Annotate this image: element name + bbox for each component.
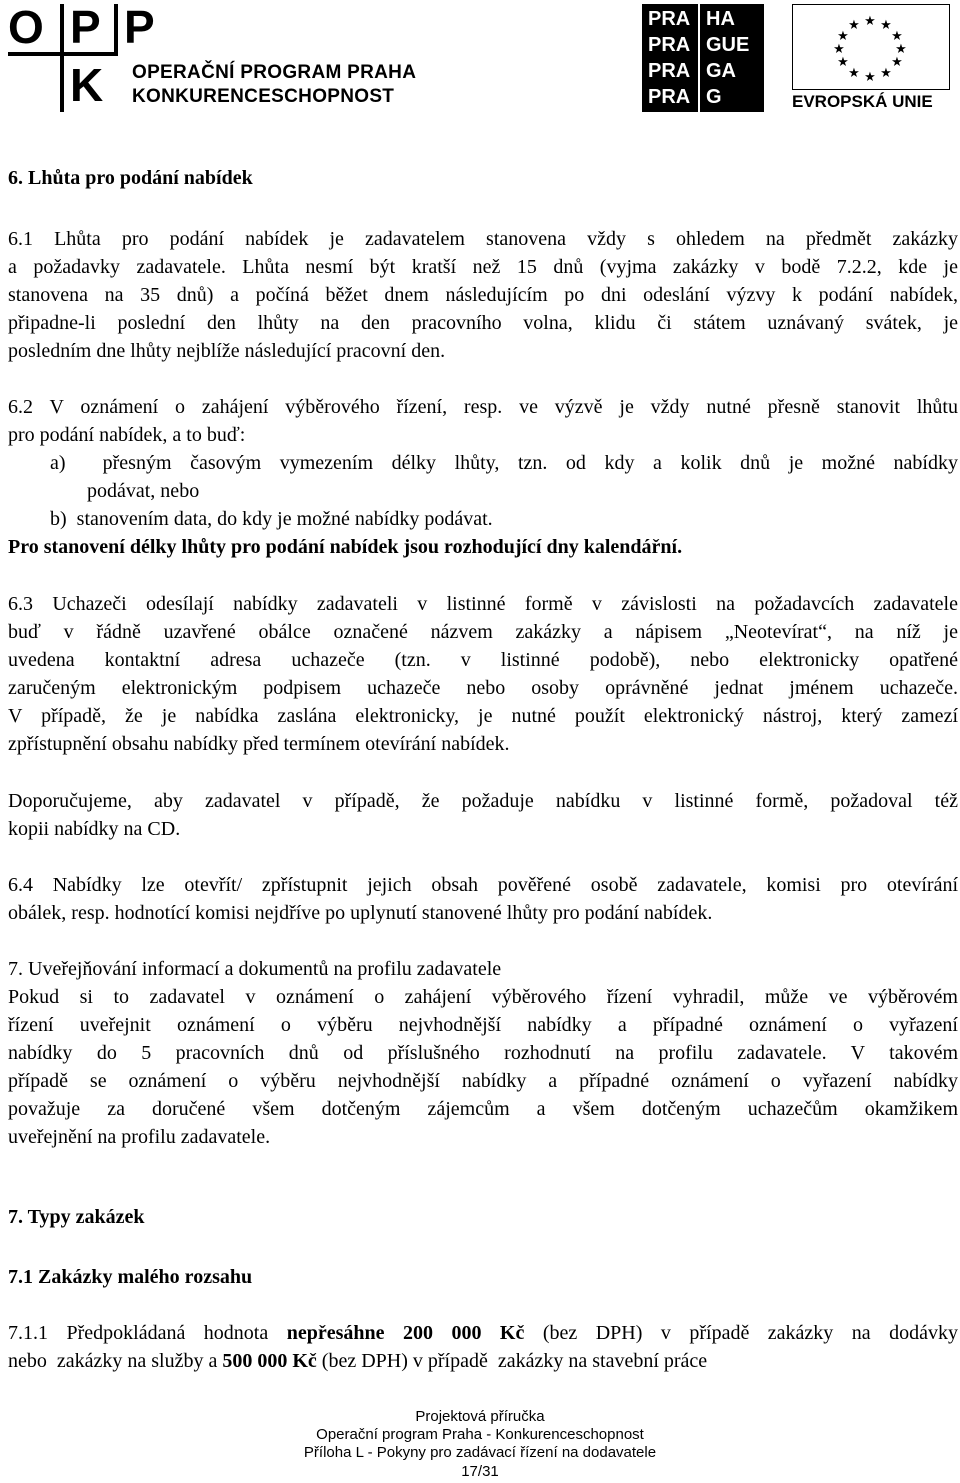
opp-title-line1: OPERAČNÍ PROGRAM PRAHA (132, 62, 417, 83)
svg-text:★: ★ (848, 18, 860, 33)
paragraph-6-4-line: obálek, resp. hodnotící komisi nejdříve po uplynutí stanovené lhůty pro podání nabídek. (8, 902, 713, 924)
praha-left-2: PRA (648, 34, 691, 56)
paragraph-6-2-line: 6.2 V oznámení o zahájení výběrového řízení, resp. ve výzvě je vždy nutné přesně stanovit lhůtu (8, 396, 958, 418)
svg-text:★: ★ (837, 55, 849, 70)
praha-left-4: PRA (648, 86, 691, 108)
paragraph-6-3-line: zaručeným elektronickým podpisem uchazeče nebo osoby oprávněné jednat jménem uchazeče. (8, 677, 958, 699)
eu-stars-icon (793, 5, 948, 88)
paragraph-6-3-line: 6.3 Uchazeči odesílají nabídky zadavateli v listinné formě v závislosti na požadavcích zadavatele (8, 593, 958, 615)
praha-logo (642, 4, 764, 112)
svg-text:★: ★ (895, 42, 907, 57)
paragraph-6-2-bold: Pro stanovení délky lhůty pro podání nabídek jsou rozhodující dny kalendářní. (8, 536, 683, 558)
paragraph-7-1-1-text: (bez DPH) v případě zakázky na dodávky (524, 1322, 959, 1344)
paragraph-6-3-line: V případě, že je nabídka zaslána elektronicky, je nutné použít elektronický nástroj, který zamezí (8, 705, 958, 727)
paragraph-7-profile-line: nabídky do 5 pracovních dnů od příslušného rozhodnutí na profilu zadavatele. V takovém (8, 1042, 958, 1064)
svg-text:★: ★ (864, 14, 876, 29)
paragraph-7-1-1-text: nebo zakázky na služby a (8, 1350, 223, 1372)
paragraph-6-3-line: buď v řádně uzavřené obálce označené názvem zakázky a nápisem „Neotevírat“, na níž je (8, 621, 958, 643)
eu-label: EVROPSKÁ UNIE (792, 92, 933, 111)
praha-left-1: PRA (648, 8, 691, 30)
paragraph-7-1-1-bold: nepřesáhne 200 000 Kč (286, 1322, 525, 1344)
svg-text:★: ★ (880, 66, 892, 81)
eu-logo (790, 4, 954, 114)
opp-title-line2: KONKURENCESCHOPNOST (132, 86, 395, 107)
praha-right-3: GA (706, 60, 736, 82)
paragraph-6-1-line: 6.1 Lhůta pro podání nabídek je zadavatelem stanovena vždy s ohledem na předmět zakázky (8, 228, 958, 250)
eu-flag (792, 4, 950, 90)
opp-logo (0, 0, 420, 118)
svg-text:★: ★ (837, 29, 849, 44)
paragraph-7-profile-line: řízení uveřejnit oznámení o výběru nejvhodnější nabídky a případné oznámení o vyřazení (8, 1014, 958, 1036)
list-item-a: a) přesným časovým vymezením délky lhůty, tzn. od kdy a kolik dnů je možné nabídky (50, 452, 958, 474)
praha-logo-right (700, 4, 764, 112)
praha-right-2: GUE (706, 34, 750, 56)
paragraph-6-1-line: a požadavky zadavatele. Lhůta nesmí být kratší než 15 dnů (vyjma zakázky v bodě 7.2.2, kde je (8, 256, 958, 278)
svg-text:★: ★ (864, 70, 876, 85)
paragraph-7-1-1-text: (bez DPH) v případě zakázky na stavební práce (316, 1350, 708, 1372)
praha-logo-left (642, 4, 698, 112)
opp-letter-p2: P (124, 1, 161, 53)
praha-left-3: PRA (648, 60, 691, 82)
footer-line1: Projektová příručka (415, 1408, 545, 1425)
opp-letter-o: O (8, 1, 50, 53)
footer-line3: Příloha L - Pokyny pro zadávací řízení na dodavatele (303, 1444, 657, 1461)
heading-6: 6. Lhůta pro podání nabídek (8, 167, 253, 189)
paragraph-6-1-line: připadne-li poslední den lhůty na den pracovního volna, klidu či státem uznávaný svátek, je (8, 312, 958, 334)
paragraph-7-profile-line: považuje za doručené všem dotčeným zájemcům a všem dotčeným uchazečům okamžikem (8, 1098, 958, 1120)
paragraph-6-4-line: 6.4 Nabídky lze otevřít/ zpřístupnit jejich obsah pověřené osobě zadavatele, komisi pro otevírání (8, 874, 958, 896)
opp-logo-frame-r (114, 4, 118, 56)
praha-right-4: G (706, 86, 722, 108)
footer-line2: Operační program Praha - Konkurenceschopnost (316, 1426, 644, 1443)
paragraph-7-profile-line: uveřejnění na profilu zadavatele. (8, 1126, 271, 1148)
paragraph-7-1-1-bold: 500 000 Kč (222, 1350, 317, 1372)
paragraph-6-1-line: stanovena na 35 dnů) a počíná běžet dnem následujícím po dni odeslání výzvy k podání nabídek, (8, 284, 958, 306)
paragraph-7-1-1-line1 (8, 1319, 958, 1347)
heading-7-1: 7.1 Zakázky malého rozsahu (8, 1266, 253, 1288)
paragraph-6-3-line: zpřístupnění obsahu nabídky před termínem otevírání nabídek. (8, 733, 510, 755)
paragraph-7-profile-line: Pokud si to zadavatel v oznámení o zahájení výběrového řízení vyhradil, může ve výběrovém (8, 986, 958, 1008)
paragraph-recommendation-line: Doporučujeme, aby zadavatel v případě, že požaduje nabídku v listinné formě, požadoval též (8, 790, 958, 812)
paragraph-7-1-1-line2 (8, 1347, 707, 1375)
svg-text:★: ★ (891, 29, 903, 44)
list-item-b: b) stanovením data, do kdy je možné nabídky podávat. (50, 508, 493, 530)
opp-logo-frame (60, 4, 64, 112)
paragraph-6-3-line: uvedena kontaktní adresa uchazeče (tzn. v listinné podobě), nebo elektronicky opatřené (8, 649, 958, 671)
paragraph-6-1-line: posledním dne lhůty nejblíže následující pracovní den. (8, 340, 446, 362)
page-number: 17/31 (461, 1463, 499, 1480)
praha-right-1: HA (706, 8, 735, 30)
paragraph-recommendation-line: kopii nabídky na CD. (8, 818, 181, 840)
heading-7-profile: 7. Uveřejňování informací a dokumentů na profilu zadavatele (8, 958, 502, 980)
svg-text:★: ★ (833, 42, 845, 57)
paragraph-7-1-1-text: 7.1.1 Předpokládaná hodnota (8, 1322, 287, 1344)
opp-letter-p1: P (70, 1, 107, 53)
list-item-a-cont: podávat, nebo (87, 480, 200, 502)
svg-text:★: ★ (848, 66, 860, 81)
svg-text:★: ★ (880, 18, 892, 33)
paragraph-7-profile-line: případě se oznámení o výběru nejvhodnější nabídky a případné oznámení o vyřazení nabídky (8, 1070, 958, 1092)
paragraph-6-2-line: pro podání nabídek, a to buď: (8, 424, 246, 446)
heading-7: 7. Typy zakázek (8, 1206, 145, 1228)
svg-text:★: ★ (891, 55, 903, 70)
opp-letter-k: K (70, 59, 110, 111)
